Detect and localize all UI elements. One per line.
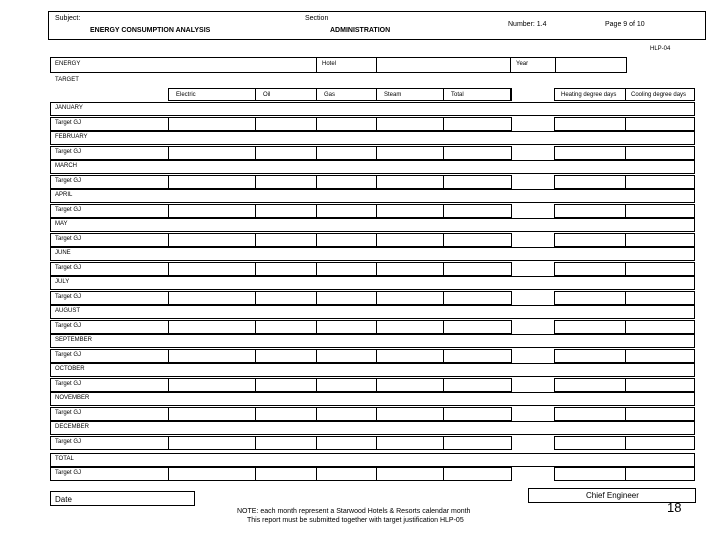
target-input-gas[interactable] [316,146,377,160]
target-input-gas[interactable] [316,262,377,276]
target-input-total[interactable] [443,467,512,481]
month-row [50,247,695,261]
target-gj-label: Target GJ [55,439,82,445]
target-input-oil[interactable] [255,146,317,160]
target-input-electric[interactable] [168,262,256,276]
heating-degree-days-input[interactable] [554,349,626,363]
month-label: JANUARY [55,105,83,111]
target-gj-label: Target GJ [55,410,82,416]
heating-degree-days-input[interactable] [554,467,626,481]
subject-value: ENERGY CONSUMPTION ANALYSIS [90,27,211,34]
target-gj-label: Target GJ [55,470,82,476]
target-label: TARGET [55,77,79,83]
column-header-total: Total [451,92,464,98]
month-label: TOTAL [55,456,74,462]
target-input-electric[interactable] [168,407,256,421]
column-header-steam: Steam [384,92,402,98]
cooling-degree-days-input[interactable] [625,467,695,481]
target-input-steam[interactable] [376,175,444,189]
target-input-steam[interactable] [376,436,444,450]
target-input-electric[interactable] [168,320,256,334]
heating-degree-days-input[interactable] [554,117,626,131]
column-header-oil: Oil [263,92,271,98]
cooling-degree-days-input[interactable] [625,378,695,392]
target-input-steam[interactable] [376,320,444,334]
target-input-total[interactable] [443,117,512,131]
page-indicator: Page 9 of 10 [605,21,645,28]
target-input-oil[interactable] [255,233,317,247]
heating-degree-days-input[interactable] [554,320,626,334]
target-input-gas[interactable] [316,204,377,218]
target-input-steam[interactable] [376,291,444,305]
target-input-gas[interactable] [316,436,377,450]
target-input-gas[interactable] [316,407,377,421]
target-gj-label: Target GJ [55,120,82,126]
month-label: DECEMBER [55,424,90,430]
target-gj-label: Target GJ [55,265,82,271]
target-input-total[interactable] [443,175,512,189]
target-input-oil[interactable] [255,204,317,218]
month-row [50,102,695,116]
month-row [50,276,695,290]
date-label: Date [55,495,72,504]
heating-degree-days-input[interactable] [554,407,626,421]
target-input-steam[interactable] [376,233,444,247]
chief-engineer-label: Chief Engineer [586,491,639,500]
target-input-oil[interactable] [255,262,317,276]
cooling-degree-days-input[interactable] [625,320,695,334]
heating-degree-days-input[interactable] [554,204,626,218]
subject-label: Subject: [55,15,81,22]
month-label: MARCH [55,163,77,169]
target-input-steam[interactable] [376,378,444,392]
target-input-electric[interactable] [168,436,256,450]
target-gj-label: Target GJ [55,236,82,242]
target-input-total[interactable] [443,291,512,305]
target-input-steam[interactable] [376,407,444,421]
cooling-degree-days-input[interactable] [625,436,695,450]
heating-degree-days-input[interactable] [554,146,626,160]
heating-degree-days-input[interactable] [554,262,626,276]
cooling-degree-days-input[interactable] [625,349,695,363]
month-label: JULY [55,279,70,285]
target-input-gas[interactable] [316,349,377,363]
target-input-electric[interactable] [168,175,256,189]
target-gj-label: Target GJ [55,294,82,300]
target-input-oil[interactable] [255,467,317,481]
year-input[interactable] [555,57,627,73]
target-input-steam[interactable] [376,146,444,160]
section-value: ADMINISTRATION [330,27,391,34]
month-row [50,305,695,319]
cooling-degree-days-input[interactable] [625,146,695,160]
heating-degree-days-input[interactable] [554,175,626,189]
hotel-input[interactable] [376,57,511,73]
target-input-gas[interactable] [316,467,377,481]
month-label: FEBRUARY [55,134,88,140]
month-row [50,189,695,203]
target-input-gas[interactable] [316,117,377,131]
target-input-steam[interactable] [376,262,444,276]
target-input-steam[interactable] [376,204,444,218]
cooling-degree-days-input[interactable] [625,291,695,305]
target-input-gas[interactable] [316,378,377,392]
energy-label: ENERGY [55,61,81,67]
target-gj-label: Target GJ [55,381,82,387]
month-row [50,131,695,145]
month-row [50,453,695,467]
target-input-electric[interactable] [168,378,256,392]
month-label: AUGUST [55,308,81,314]
month-label: OCTOBER [55,366,85,372]
month-label: MAY [55,221,68,227]
slide-number: 18 [667,500,682,515]
target-input-steam[interactable] [376,117,444,131]
target-gj-label: Target GJ [55,178,82,184]
target-input-total[interactable] [443,204,512,218]
target-input-electric[interactable] [168,117,256,131]
cooling-degree-days-input[interactable] [625,204,695,218]
target-input-electric[interactable] [168,204,256,218]
target-input-gas[interactable] [316,291,377,305]
target-input-electric[interactable] [168,233,256,247]
month-row [50,392,695,406]
form-code: HLP-04 [650,46,671,52]
target-input-gas[interactable] [316,175,377,189]
month-row [50,334,695,348]
heating-degree-days-input[interactable] [554,378,626,392]
target-gj-label: Target GJ [55,207,82,213]
heating-degree-days-input[interactable] [554,233,626,247]
heating-degree-days-input[interactable] [554,436,626,450]
target-input-total[interactable] [443,233,512,247]
target-input-oil[interactable] [255,436,317,450]
target-gj-label: Target GJ [55,352,82,358]
cooling-degree-days-header: Cooling degree days [631,92,687,98]
month-label: NOVEMBER [55,395,90,401]
target-input-gas[interactable] [316,320,377,334]
document-number: Number: 1.4 [508,21,547,28]
target-input-total[interactable] [443,407,512,421]
target-input-total[interactable] [443,262,512,276]
target-input-electric[interactable] [168,349,256,363]
target-input-oil[interactable] [255,378,317,392]
target-input-steam[interactable] [376,349,444,363]
target-input-electric[interactable] [168,146,256,160]
hotel-label: Hotel [322,61,337,67]
target-input-gas[interactable] [316,233,377,247]
target-input-total[interactable] [443,378,512,392]
cooling-degree-days-input[interactable] [625,407,695,421]
cooling-degree-days-input[interactable] [625,117,695,131]
heating-degree-days-header: Heating degree days [561,92,617,98]
month-label: JUNE [55,250,71,256]
column-header-electric: Electric [176,92,196,98]
column-header-gas: Gas [324,92,336,98]
month-row [50,421,695,435]
section-label: Section [305,15,329,22]
year-label: Year [516,61,529,67]
heating-degree-days-input[interactable] [554,291,626,305]
target-input-total[interactable] [443,436,512,450]
target-input-oil[interactable] [255,175,317,189]
cooling-degree-days-input[interactable] [625,233,695,247]
cooling-degree-days-input[interactable] [625,175,695,189]
month-label: APRIL [55,192,73,198]
month-row [50,363,695,377]
target-input-oil[interactable] [255,320,317,334]
target-input-oil[interactable] [255,407,317,421]
target-input-electric[interactable] [168,467,256,481]
target-input-total[interactable] [443,320,512,334]
target-input-oil[interactable] [255,349,317,363]
target-input-total[interactable] [443,349,512,363]
target-input-electric[interactable] [168,291,256,305]
target-gj-label: Target GJ [55,149,82,155]
cooling-degree-days-input[interactable] [625,262,695,276]
month-label: SEPTEMBER [55,337,93,343]
target-gj-label: Target GJ [55,323,82,329]
note-line-2: This report must be submitted together with target justification HLP-05 [247,517,464,524]
target-input-steam[interactable] [376,467,444,481]
month-row [50,218,695,232]
target-input-total[interactable] [443,146,512,160]
note-line-1: NOTE: each month represent a Starwood Hotels & Resorts calendar month [237,508,471,515]
month-row [50,160,695,174]
target-input-oil[interactable] [255,291,317,305]
target-input-oil[interactable] [255,117,317,131]
